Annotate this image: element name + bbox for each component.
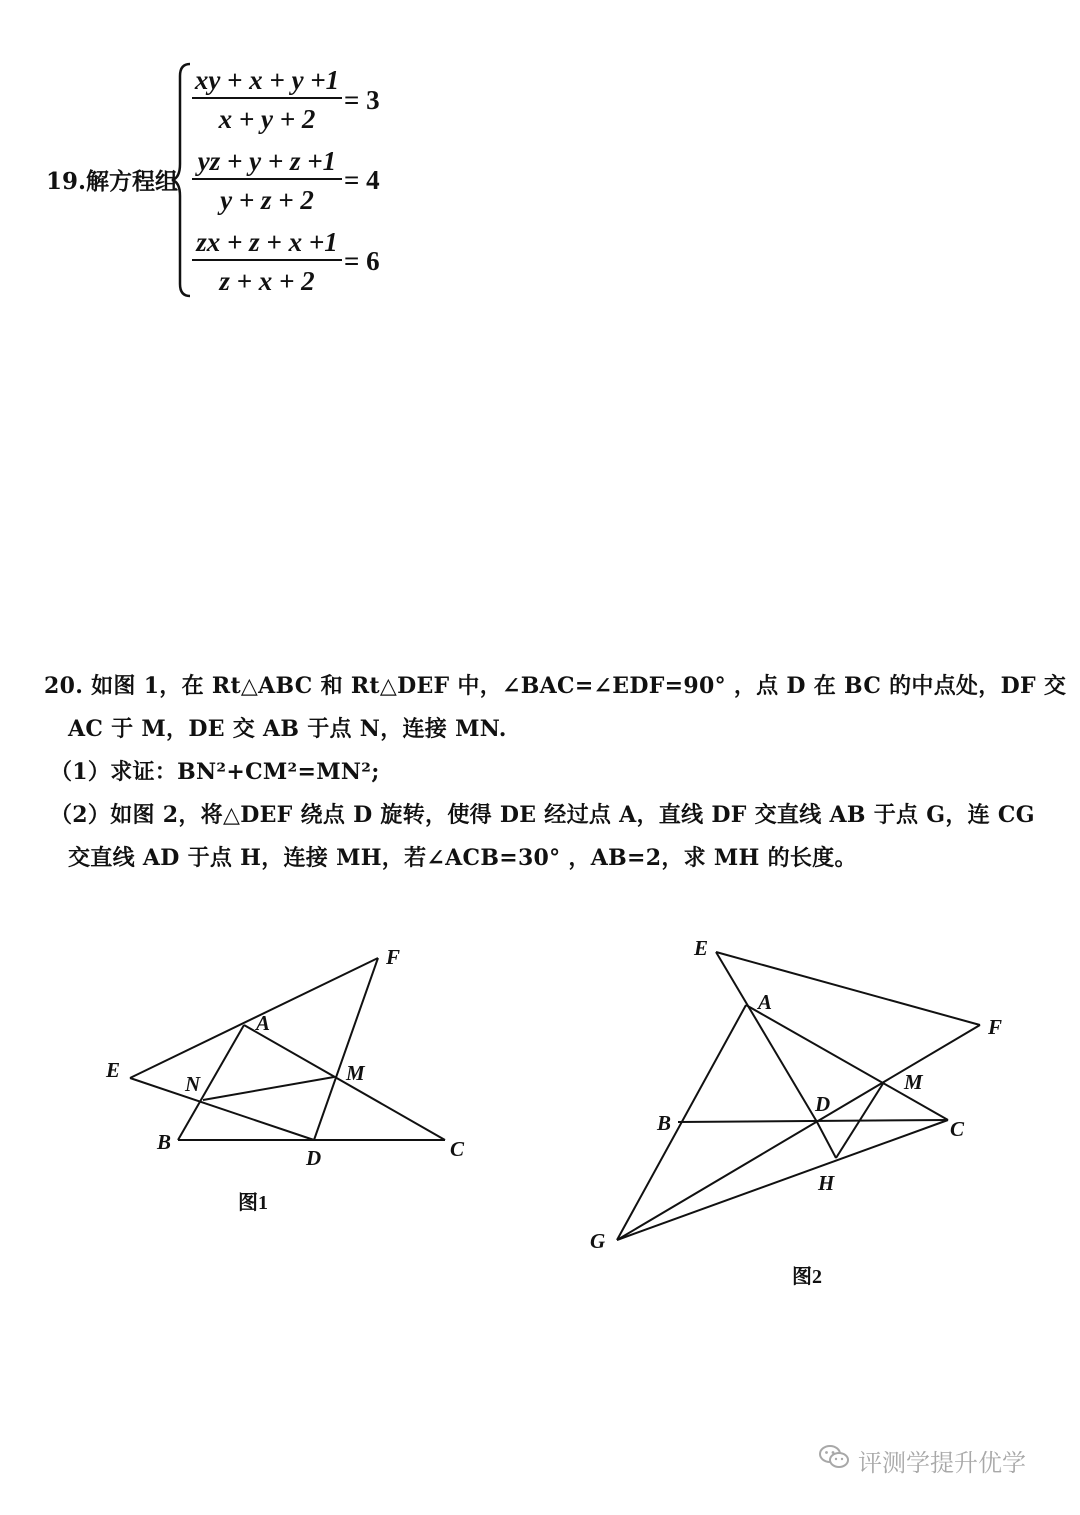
equation-2-numerator: yz + y + z +1 <box>197 146 337 176</box>
q20-line-4: （2）如图 2，将△DEF 绕点 D 旋转，使得 DE 经过点 A，直线 DF 交直线 AB 于点 G，连 CG <box>50 802 1035 828</box>
segment-DH <box>817 1122 836 1158</box>
label-M: M <box>904 1070 923 1094</box>
label-E: E <box>106 1058 121 1082</box>
figure-1 <box>130 958 445 1140</box>
equation-1-denominator: x + y + 2 <box>218 104 316 134</box>
label-C: C <box>950 1117 965 1141</box>
equation-3-numerator: zx + z + x +1 <box>196 227 338 257</box>
label-F: F <box>988 1015 1003 1039</box>
figure-1-caption: 图1 <box>238 1192 268 1214</box>
q20-line-1: 20. 如图 1，在 Rt△ABC 和 Rt△DEF 中，∠BAC=∠EDF=90° ，点 D 在 BC 的中点处，DF 交 <box>44 673 1067 699</box>
figure-2 <box>617 952 980 1240</box>
segment-GC <box>617 1120 948 1240</box>
segment-EF <box>130 958 378 1078</box>
label-B: B <box>657 1111 672 1135</box>
wechat-icon <box>818 1443 850 1477</box>
figure-2-caption: 图2 <box>792 1266 822 1288</box>
q20-line-3: （1）求证：BN²+CM²=MN²; <box>50 759 380 785</box>
label-N: N <box>185 1072 201 1096</box>
label-G: G <box>590 1229 606 1253</box>
equation-2-denominator: y + z + 2 <box>220 185 314 215</box>
label-A: A <box>256 1011 271 1035</box>
label-A: A <box>758 990 773 1014</box>
equation-1-rhs: = 3 <box>344 85 380 115</box>
figure-2-labels <box>590 936 1002 1288</box>
segment-EF <box>716 952 980 1025</box>
label-H: H <box>818 1171 835 1195</box>
watermark-text: 评测学提升优学 <box>858 1448 1026 1477</box>
label-M: M <box>346 1061 365 1085</box>
watermark <box>818 1440 1058 1480</box>
q19-label: 19.解方程组 <box>46 168 179 195</box>
q20-line-2: AC 于 M，DE 交 AB 于点 N，连接 MN. <box>68 716 507 742</box>
q20-line-5: 交直线 AD 于点 H，连接 MH，若∠ACB=30° ，AB=2，求 MH 的长度。 <box>68 845 857 871</box>
label-C: C <box>450 1137 465 1161</box>
label-F: F <box>386 945 401 969</box>
label-D: D <box>306 1146 322 1170</box>
figure-1-labels <box>105 945 465 1214</box>
label-E: E <box>694 936 709 960</box>
label-B: B <box>157 1130 172 1154</box>
equation-1-numerator: xy + x + y +1 <box>194 65 340 95</box>
equation-2-rhs: = 4 <box>344 165 380 195</box>
label-D: D <box>815 1092 831 1116</box>
segment-BC <box>678 1120 948 1122</box>
equation-3-denominator: z + x + 2 <box>219 266 315 296</box>
segment-NM <box>203 1077 334 1100</box>
segment-GF <box>617 1025 980 1240</box>
equation-3-rhs: = 6 <box>344 246 380 276</box>
segment-AC <box>244 1025 445 1140</box>
